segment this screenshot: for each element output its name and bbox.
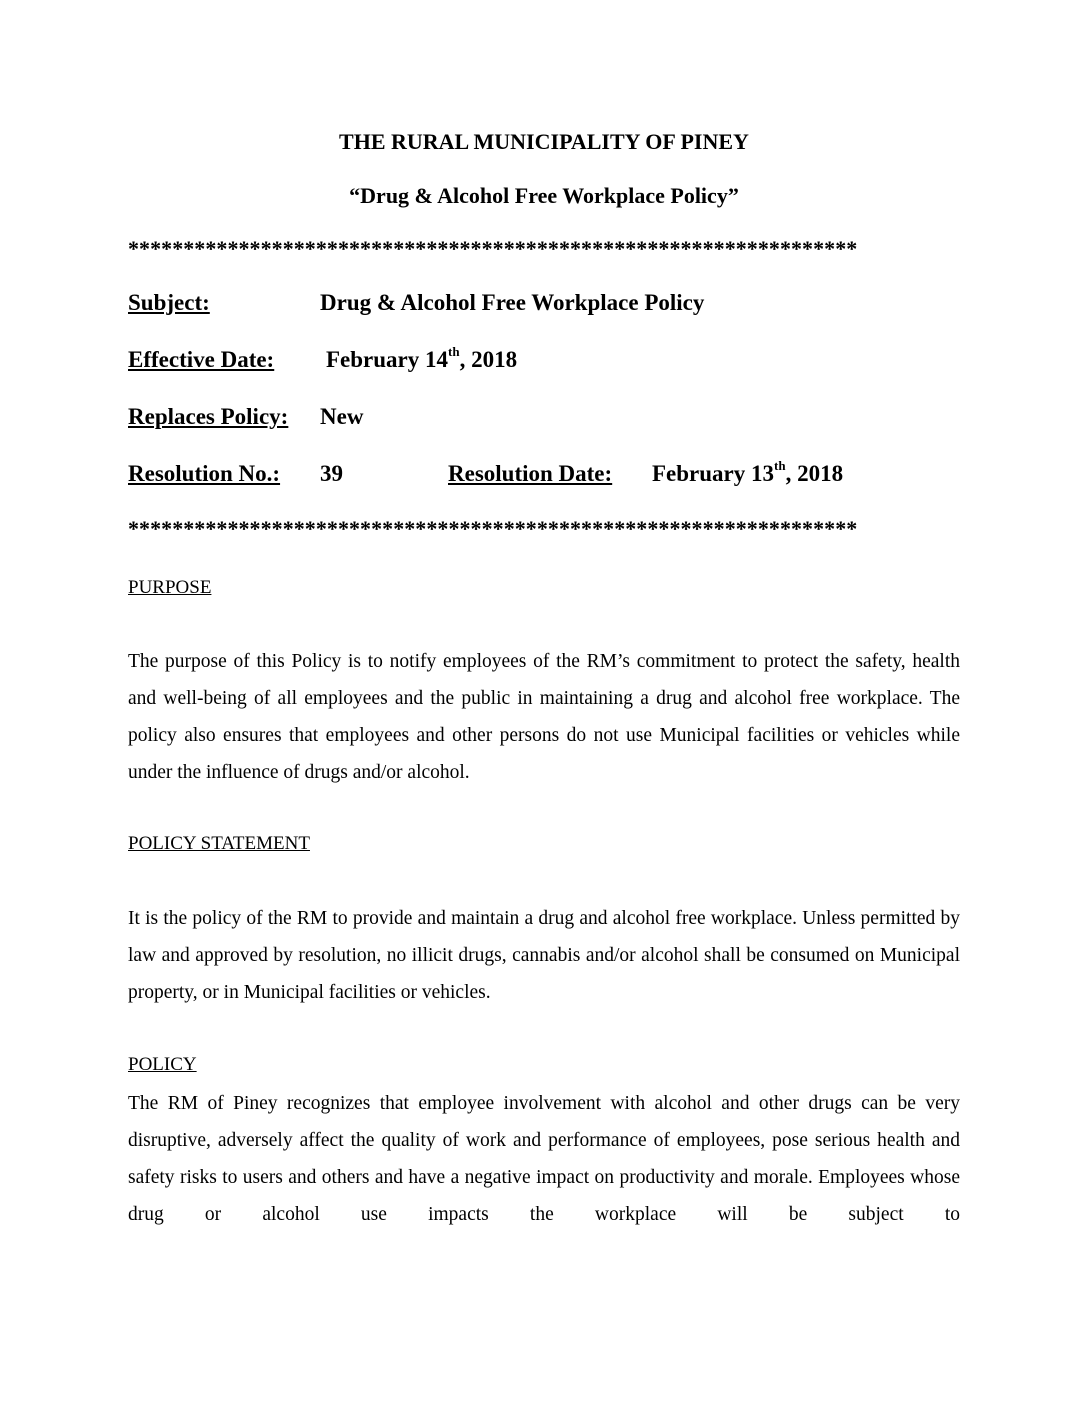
effective-date-value: February 14th, 2018 bbox=[326, 344, 518, 372]
resolution-no-value: 39 bbox=[320, 461, 343, 486]
policy-statement-heading: POLICY STATEMENT bbox=[128, 833, 310, 854]
subject-value: Drug & Alcohol Free Workplace Policy bbox=[320, 290, 705, 315]
purpose-heading: PURPOSE bbox=[128, 577, 212, 598]
separator-top: ****************************************************************** bbox=[128, 236, 858, 261]
resolution-no-label: Resolution No.: bbox=[128, 461, 281, 486]
organization-title: THE RURAL MUNICIPALITY OF PINEY bbox=[339, 129, 749, 154]
policy-text: The RM of Piney recognizes that employee involvement with alcohol and other drugs can be very disruptive, adversely affect the quality of work and performance of employees, pose serious health and safety risks to users and others and have a negative impact on productivity and morale. Employees whose drug or alcohol use impacts the workplace will be subject to bbox=[128, 1093, 960, 1225]
replaces-policy-label: Replaces Policy: bbox=[128, 404, 289, 429]
policy-heading: POLICY bbox=[128, 1054, 197, 1075]
resolution-date-value: February 13th, 2018 bbox=[652, 458, 844, 486]
purpose-text: The purpose of this Policy is to notify employees of the RM’s commitment to protect the safety, health and well-being of all employees and the public in maintaining a drug and alcohol free workplace. The policy also ensures that employees and other persons do not use Municipal facilities or vehicles while under the influence of drugs and/or alcohol. bbox=[128, 651, 960, 783]
subject-label: Subject: bbox=[128, 290, 210, 315]
policy-title: “Drug & Alcohol Free Workplace Policy” bbox=[349, 183, 739, 208]
separator-bottom: ****************************************************************** bbox=[128, 516, 858, 541]
policy-statement-text: It is the policy of the RM to provide and maintain a drug and alcohol free workplace. Unless permitted by law and approved by resolution, no illicit drugs, cannabis and/or alcohol shall be consumed on Municipal property, or in Municipal facilities or vehicles. bbox=[128, 908, 960, 1003]
resolution-date-label: Resolution Date: bbox=[448, 461, 613, 486]
replaces-policy-value: New bbox=[320, 404, 364, 429]
effective-date-label: Effective Date: bbox=[128, 347, 275, 372]
